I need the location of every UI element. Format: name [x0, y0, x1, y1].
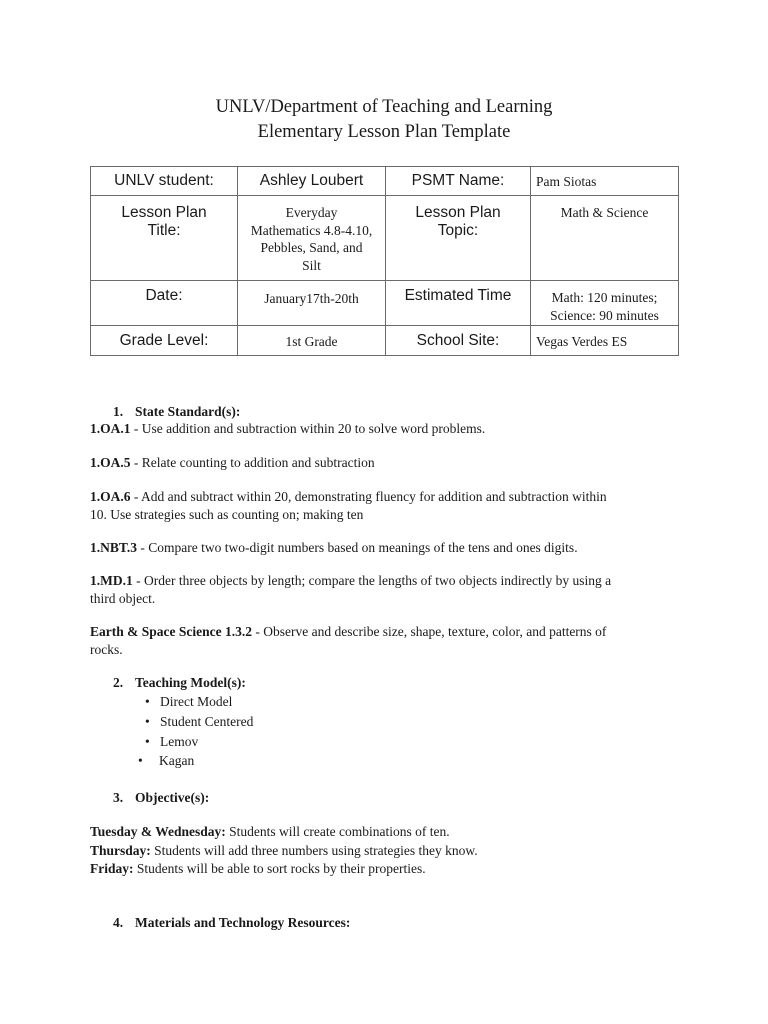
list-item: [138, 752, 194, 770]
table-row: [91, 281, 679, 326]
standard-code: 1.OA.5: [90, 455, 131, 470]
section-heading-materials: [113, 914, 350, 932]
document-title-line-2: Elementary Lesson Plan Template: [257, 122, 511, 142]
section-number: 3.: [113, 790, 124, 805]
table-cell: [386, 167, 531, 196]
section-title: Objective(s):: [135, 790, 210, 805]
table-cell: [238, 196, 386, 281]
table-cell: [531, 326, 679, 356]
standard-text-continued: 10. Use strategies such as counting on; making ten: [90, 507, 364, 522]
document-title-line-1: UNLV/Department of Teaching and Learning: [215, 97, 553, 117]
section-title: Materials and Technology Resources:: [135, 915, 351, 930]
lesson-topic-label-line-2: Topic:: [437, 222, 479, 239]
list-item-label: Kagan: [159, 753, 195, 768]
objective-text: Students will add three numbers using strategies they know.: [150, 843, 478, 858]
lesson-title-label: [91, 204, 237, 240]
table-cell: [531, 167, 679, 196]
table-row: [91, 196, 679, 281]
school-site-label: School Site:: [416, 332, 500, 349]
lesson-title-value: [238, 204, 385, 274]
standard-item: [90, 488, 690, 524]
standard-code: 1.NBT.3: [90, 540, 138, 555]
table-cell: [238, 326, 386, 356]
list-item: [145, 693, 232, 711]
lesson-title-value-line-4: Silt: [302, 257, 321, 273]
standard-code: 1.OA.1: [90, 421, 131, 436]
list-item-label: Student Centered: [160, 714, 254, 729]
lesson-info-table: [90, 166, 679, 356]
list-item-label: Direct Model: [160, 694, 233, 709]
standard-item: [90, 454, 690, 472]
table-cell: [386, 326, 531, 356]
table-cell: [91, 326, 238, 356]
standard-text: - Compare two two-digit numbers based on meanings of the tens and ones digits.: [137, 540, 578, 555]
standard-item: [90, 539, 690, 557]
bullet-icon: •: [145, 694, 150, 709]
date-label: Date:: [145, 287, 183, 304]
estimated-time-label: Estimated Time: [404, 287, 512, 304]
estimated-time-value-line-1: Math: 120 minutes;: [551, 290, 658, 305]
standard-text: - Use addition and subtraction within 20 to solve word problems.: [130, 421, 486, 436]
student-value: Ashley Loubert: [259, 172, 364, 189]
standard-code: Earth & Space Science 1.3.2: [90, 624, 252, 639]
list-item: [145, 733, 198, 751]
section-title: Teaching Model(s):: [135, 675, 246, 690]
lesson-title-value-line-2: Mathematics 4.8-4.10,: [250, 222, 373, 238]
objective-item: [90, 860, 690, 878]
standard-item: [90, 420, 690, 438]
lesson-title-label-line-2: Title:: [147, 222, 181, 239]
lesson-topic-value: Math & Science: [560, 205, 649, 220]
objective-day: Tuesday & Wednesday:: [90, 824, 226, 839]
section-number: 4.: [113, 915, 124, 930]
section-heading-state-standards: [113, 403, 240, 421]
lesson-topic-label-line-1: Lesson Plan: [415, 204, 501, 221]
table-row: [91, 326, 679, 356]
estimated-time-value: [531, 289, 678, 324]
table-cell: [386, 196, 531, 281]
standard-text: - Order three objects by length; compare the lengths of two objects indirectly by using a: [132, 573, 612, 588]
lesson-title-value-line-3: Pebbles, Sand, and: [260, 240, 363, 255]
bullet-icon: •: [145, 714, 150, 729]
list-item-label: Lemov: [160, 734, 199, 749]
standard-text: - Add and subtract within 20, demonstrating fluency for addition and subtraction within: [130, 489, 607, 504]
table-cell: [91, 196, 238, 281]
standard-item: [90, 623, 690, 659]
table-cell: [91, 167, 238, 196]
psmt-label: PSMT Name:: [411, 172, 505, 189]
section-number: 2.: [113, 675, 124, 690]
date-value: January17th-20th: [264, 291, 359, 306]
standard-item: [90, 572, 690, 608]
estimated-time-value-line-2: Science: 90 minutes: [550, 307, 659, 323]
grade-level-value: 1st Grade: [285, 334, 338, 349]
bullet-icon: •: [138, 753, 143, 768]
psmt-value: Pam Siotas: [536, 174, 597, 189]
objective-item: [90, 823, 690, 841]
lesson-title-value-line-1: Everyday: [285, 205, 338, 220]
standard-text: - Relate counting to addition and subtraction: [130, 455, 375, 470]
objective-item: [90, 842, 690, 860]
objective-text: Students will be able to sort rocks by their properties.: [133, 861, 426, 876]
section-title: State Standard(s):: [135, 404, 241, 419]
section-heading-objectives: [113, 789, 209, 807]
table-row: [91, 167, 679, 196]
table-cell: [386, 281, 531, 326]
table-cell: [531, 281, 679, 326]
objective-day: Friday:: [90, 861, 134, 876]
bullet-icon: •: [145, 734, 150, 749]
lesson-title-label-line-1: Lesson Plan: [121, 204, 207, 221]
table-cell: [91, 281, 238, 326]
section-heading-teaching-models: [113, 674, 246, 692]
table-cell: [238, 281, 386, 326]
standard-code: 1.OA.6: [90, 489, 131, 504]
section-number: 1.: [113, 404, 124, 419]
objective-text: Students will create combinations of ten.: [225, 824, 450, 839]
grade-level-label: Grade Level:: [119, 332, 209, 349]
list-item: [145, 713, 253, 731]
standard-text-continued: rocks.: [90, 642, 123, 657]
standard-code: 1.MD.1: [90, 573, 133, 588]
school-site-value: Vegas Verdes ES: [536, 334, 628, 349]
standard-text-continued: third object.: [90, 591, 156, 606]
standard-text: - Observe and describe size, shape, texture, color, and patterns of: [251, 624, 607, 639]
student-label: UNLV student:: [114, 172, 214, 189]
table-cell: [238, 167, 386, 196]
table-cell: [531, 196, 679, 281]
objective-day: Thursday:: [90, 843, 151, 858]
lesson-topic-label: [386, 204, 530, 240]
